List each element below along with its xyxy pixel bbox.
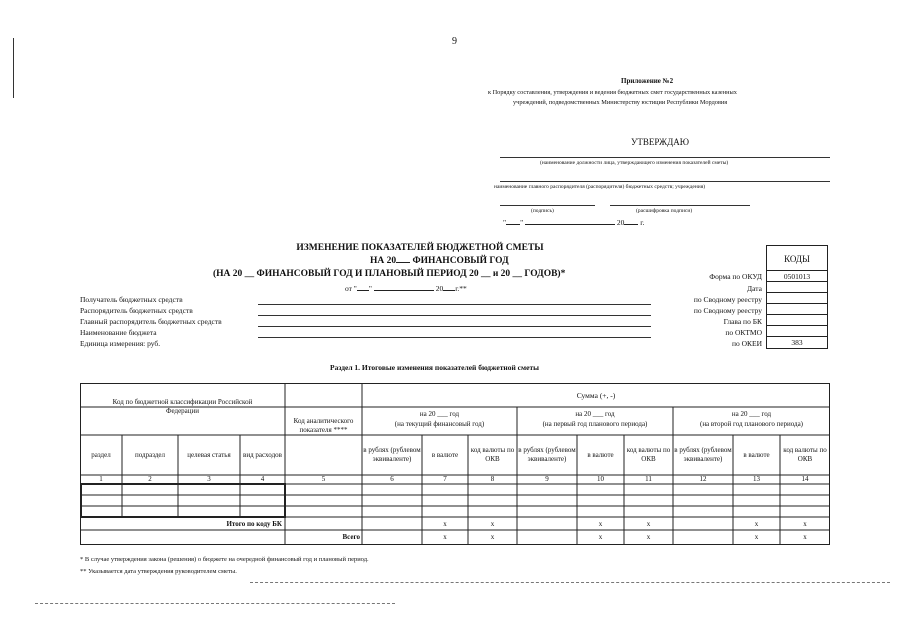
x-mark: x [598,533,603,541]
label-recipient: Получатель бюджетных средств [80,295,183,304]
approval-date-quote-open: " [503,218,507,227]
approval-date-quote-close: " [520,218,524,227]
doc-date-prefix: от " [345,284,357,293]
th-rub-2: в рублях (рублевом эквиваленте) [518,446,576,463]
x-mark: x [490,533,495,541]
th-year3-b: (на второй год планового периода) [699,420,804,428]
th-year1-a: на 20 ___ год [419,410,460,418]
section-title: Раздел 1. Итоговые изменения показателей бюджетной сметы [330,363,539,372]
th-val-3: в валюте [743,450,770,459]
code-okud: 0501013 [766,270,828,282]
scan-dash-line-1 [250,582,890,583]
x-mark: x [646,520,651,528]
th-podrazdel: подраздел [134,450,165,459]
approval-date-g: г. [640,218,645,227]
doc-title-line-2-suffix: ФИНАНСОВЫЙ ГОД [412,256,509,266]
th-year2-a: на 20 ___ год [575,410,615,418]
x-mark: x [754,520,759,528]
col-number: 5 [321,475,326,483]
appendix-line-1: к Порядку составления, утверждения и ведения бюджетных смет государственных казенных [488,89,737,96]
signature-line [500,205,595,206]
th-year2-b: (на первый год планового периода) [542,420,648,428]
approval-org-line [500,181,830,182]
th-rub-3: в рублях (рублевом эквиваленте) [674,446,732,463]
label-okei: по ОКЕИ [731,339,762,348]
doc-title-line-2-prefix: НА 20 [370,256,397,266]
footnote-2: ** Указывается дата утверждения руководителем сметы. [80,568,237,575]
total-bk-label: Итого по коду БК [226,519,282,528]
th-val-2: в валюте [587,450,614,459]
th-year1-b: (на текущий финансовый год) [394,420,485,428]
total-all-label: Всего [342,532,360,541]
code-okei: 383 [766,336,828,349]
appendix-title: Приложение №2 [621,77,674,85]
decode-hint: (расшифровка подписи) [636,208,693,214]
col-number: 14 [801,475,809,483]
col-number: 2 [148,475,152,483]
x-mark: x [803,533,807,541]
doc-date [345,284,467,293]
x-mark: x [754,533,759,541]
label-glava: Глава по БК [723,317,762,326]
col-number: 3 [207,475,211,483]
left-margin-bar [13,38,14,98]
approval-date [503,218,644,227]
codes-header: КОДЫ [766,245,828,271]
fill-line-main-distributor [258,326,651,327]
scan-dash-line-2 [35,603,395,604]
col-number: 10 [597,475,604,483]
col-number: 7 [443,475,447,483]
col-number: 4 [260,475,265,483]
th-okv-3: код валюты по ОКВ [783,446,827,463]
x-mark: x [490,520,495,528]
appendix-line-2: учреждений, подведомственных Министерству юстиции Республики Мордовия [513,99,728,106]
label-okud: Форма по ОКУД [709,272,762,281]
col-number: 9 [545,475,549,483]
label-unit: Единица измерения: руб. [80,339,161,348]
label-main-distributor: Главный распорядитель бюджетных средств [80,317,222,326]
doc-title-line-3: (НА 20 __ ФИНАНСОВЫЙ ГОД И ПЛАНОВЫЙ ПЕРИОД 20 __ и 20 __ ГОДОВ)* [213,269,566,279]
label-registry-2: по Сводному реестру [693,306,762,315]
fill-line-recipient [258,304,651,305]
th-year3-a: на 20 ___ год [731,410,772,418]
approval-date-year: 20 [616,218,625,227]
th-target: целевая статья [187,450,231,459]
approval-title: УТВЕРЖДАЮ [631,137,690,147]
label-distributor: Распорядитель бюджетных средств [80,306,193,315]
col-number: 8 [490,475,495,483]
approval-position-line [500,157,830,158]
th-razdel: раздел [91,450,111,459]
signature-hint: (подпись) [531,208,554,214]
fill-line-distributor [258,315,651,316]
footnote-1: * В случае утверждения закона (решения) о бюджете на очередной финансовый год и плановый период. [80,556,369,563]
label-date: Дата [747,284,762,293]
th-okv-1: код валюты по ОКВ [470,446,515,463]
th-val-1: в валюте [431,450,459,459]
th-analytic: Код аналитического показателя **** [293,417,354,434]
th-okv-2: код валюты по ОКВ [626,446,671,463]
x-mark: x [598,520,603,528]
th-rub-1: в рублях (рублевом эквиваленте) [363,446,421,463]
th-sum: Сумма (+, -) [576,390,616,400]
th-bk: Код по бюджетной классификации Российской Федерации [112,398,253,415]
label-budget-name: Наименование бюджета [80,328,157,337]
x-mark: x [443,520,447,528]
x-mark: x [646,533,651,541]
doc-title-line-1: ИЗМЕНЕНИЕ ПОКАЗАТЕЛЕЙ БЮДЖЕТНОЙ СМЕТЫ [296,243,544,253]
fill-line-budget-name [258,337,651,338]
doc-title-line-2 [370,256,509,266]
label-registry-1: по Сводному реестру [693,295,762,304]
x-mark: x [443,533,447,541]
page-number: 9 [452,36,457,47]
col-number: 6 [390,475,394,483]
label-oktmo: по ОКТМО [725,328,762,337]
approval-position-hint: (наименование должности лица, утверждающего изменения показателей сметы) [540,160,729,166]
doc-date-suffix: г.** [455,284,467,293]
decode-line [610,205,750,206]
approval-org-hint: наименование главного распорядителя (распорядителя) бюджетных средств; учреждения) [494,184,706,190]
col-number: 12 [699,475,707,483]
x-mark: x [803,520,807,528]
col-number: 11 [645,475,652,483]
col-number: 13 [753,475,760,483]
th-vid: вид расходов [243,450,282,459]
doc-date-year: 20 [435,284,444,293]
col-number: 1 [99,475,103,483]
doc-date-mid: " [368,284,372,293]
